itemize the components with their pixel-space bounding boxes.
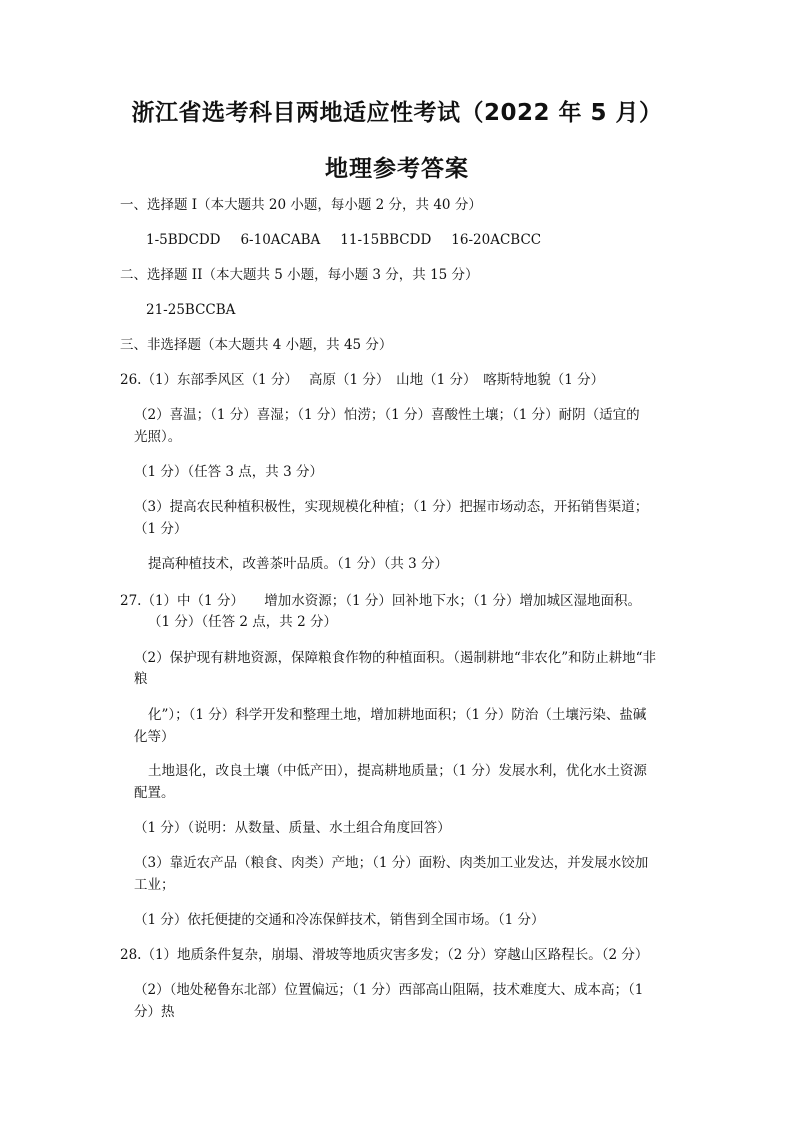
- answer-line: 土地退化，改良土壤（中低产田），提高耕地质量；（1 分）发展水利，优化水土资源: [148, 763, 647, 779]
- answer-line: 光照）。: [134, 429, 182, 445]
- page-title: 浙江省选考科目两地适应性考试（2022 年 5 月）: [131, 100, 663, 126]
- section1-answers: [146, 231, 541, 249]
- answer-line: 26.（1）东部季风区（1 分） 高原（1 分） 山地（1 分） 喀斯特地貌（1 分）: [120, 372, 605, 388]
- answer-line: 27.（1）中（1 分） 增加水资源；（1 分）回补地下水；（1 分）增加城区湿地面积。: [120, 593, 641, 609]
- answer-group: 1-5BDCDD: [146, 232, 221, 248]
- answer-line: （3）提高农民种植积极性，实现规模化种植；（1 分）把握市场动态，开拓销售渠道；: [134, 499, 649, 515]
- answer-line: 粮: [134, 671, 148, 687]
- answer-line: （1 分）: [134, 521, 188, 537]
- section2-heading: 二、选择题 II（本大题共 5 小题，每小题 3 分，共 15 分）: [120, 267, 479, 283]
- answer-line: （1 分）（说明：从数量、质量、水土组合角度回答）: [134, 820, 451, 836]
- answer-line: （1 分）（任答 3 点，共 3 分）: [134, 464, 323, 480]
- answer-line: 提高种植技术，改善茶叶品质。（1 分）（共 3 分）: [148, 556, 449, 572]
- answer-line: 化等）: [134, 729, 175, 745]
- section3-heading: 三、非选择题（本大题共 4 小题，共 45 分）: [120, 337, 393, 353]
- answer-group: 6-10ACABA: [240, 232, 321, 248]
- answer-line: （3）靠近农产品（粮食、肉类）产地；（1 分）面粉、肉类加工业发达，并发展水饺加: [134, 855, 649, 871]
- answer-group: 16-20ACBCC: [451, 232, 542, 248]
- section1-heading: 一、选择题 I（本大题共 20 小题，每小题 2 分，共 40 分）: [120, 197, 482, 213]
- answer-line: （1 分）（任答 2 点，共 2 分）: [148, 614, 337, 630]
- answer-line: 化”）；（1 分）科学开发和整理土地，增加耕地面积；（1 分）防治（土壤污染、盐碱: [148, 707, 647, 723]
- answer-line: 配置。: [134, 785, 175, 801]
- answer-line: （2）保护现有耕地资源，保障粮食作物的种植面积。（遏制耕地“非农化”和防止耕地“非: [134, 650, 657, 666]
- answer-line: （1 分）依托便捷的交通和冷冻保鲜技术，销售到全国市场。（1 分）: [134, 912, 545, 928]
- answer-line: 28.（1）地质条件复杂，崩塌、滑坡等地质灾害多发；（2 分）穿越山区路程长。（2 分）: [120, 947, 649, 963]
- answer-group: 11-15BBCDD: [340, 232, 432, 248]
- section2-answers: 21-25BCCBA: [146, 302, 236, 318]
- answer-line: （2）喜温；（1 分）喜湿；（1 分）怕涝；（1 分）喜酸性土壤；（1 分）耐阴（适宜的: [134, 407, 640, 423]
- answer-line: 工业；: [134, 877, 175, 893]
- answer-line: （2）（地处秘鲁东北部）位置偏远；（1 分）西部高山阻隔，技术难度大、成本高；（1: [134, 982, 644, 998]
- page-subtitle: 地理参考答案: [325, 156, 469, 182]
- answer-line: 分）热: [134, 1004, 175, 1020]
